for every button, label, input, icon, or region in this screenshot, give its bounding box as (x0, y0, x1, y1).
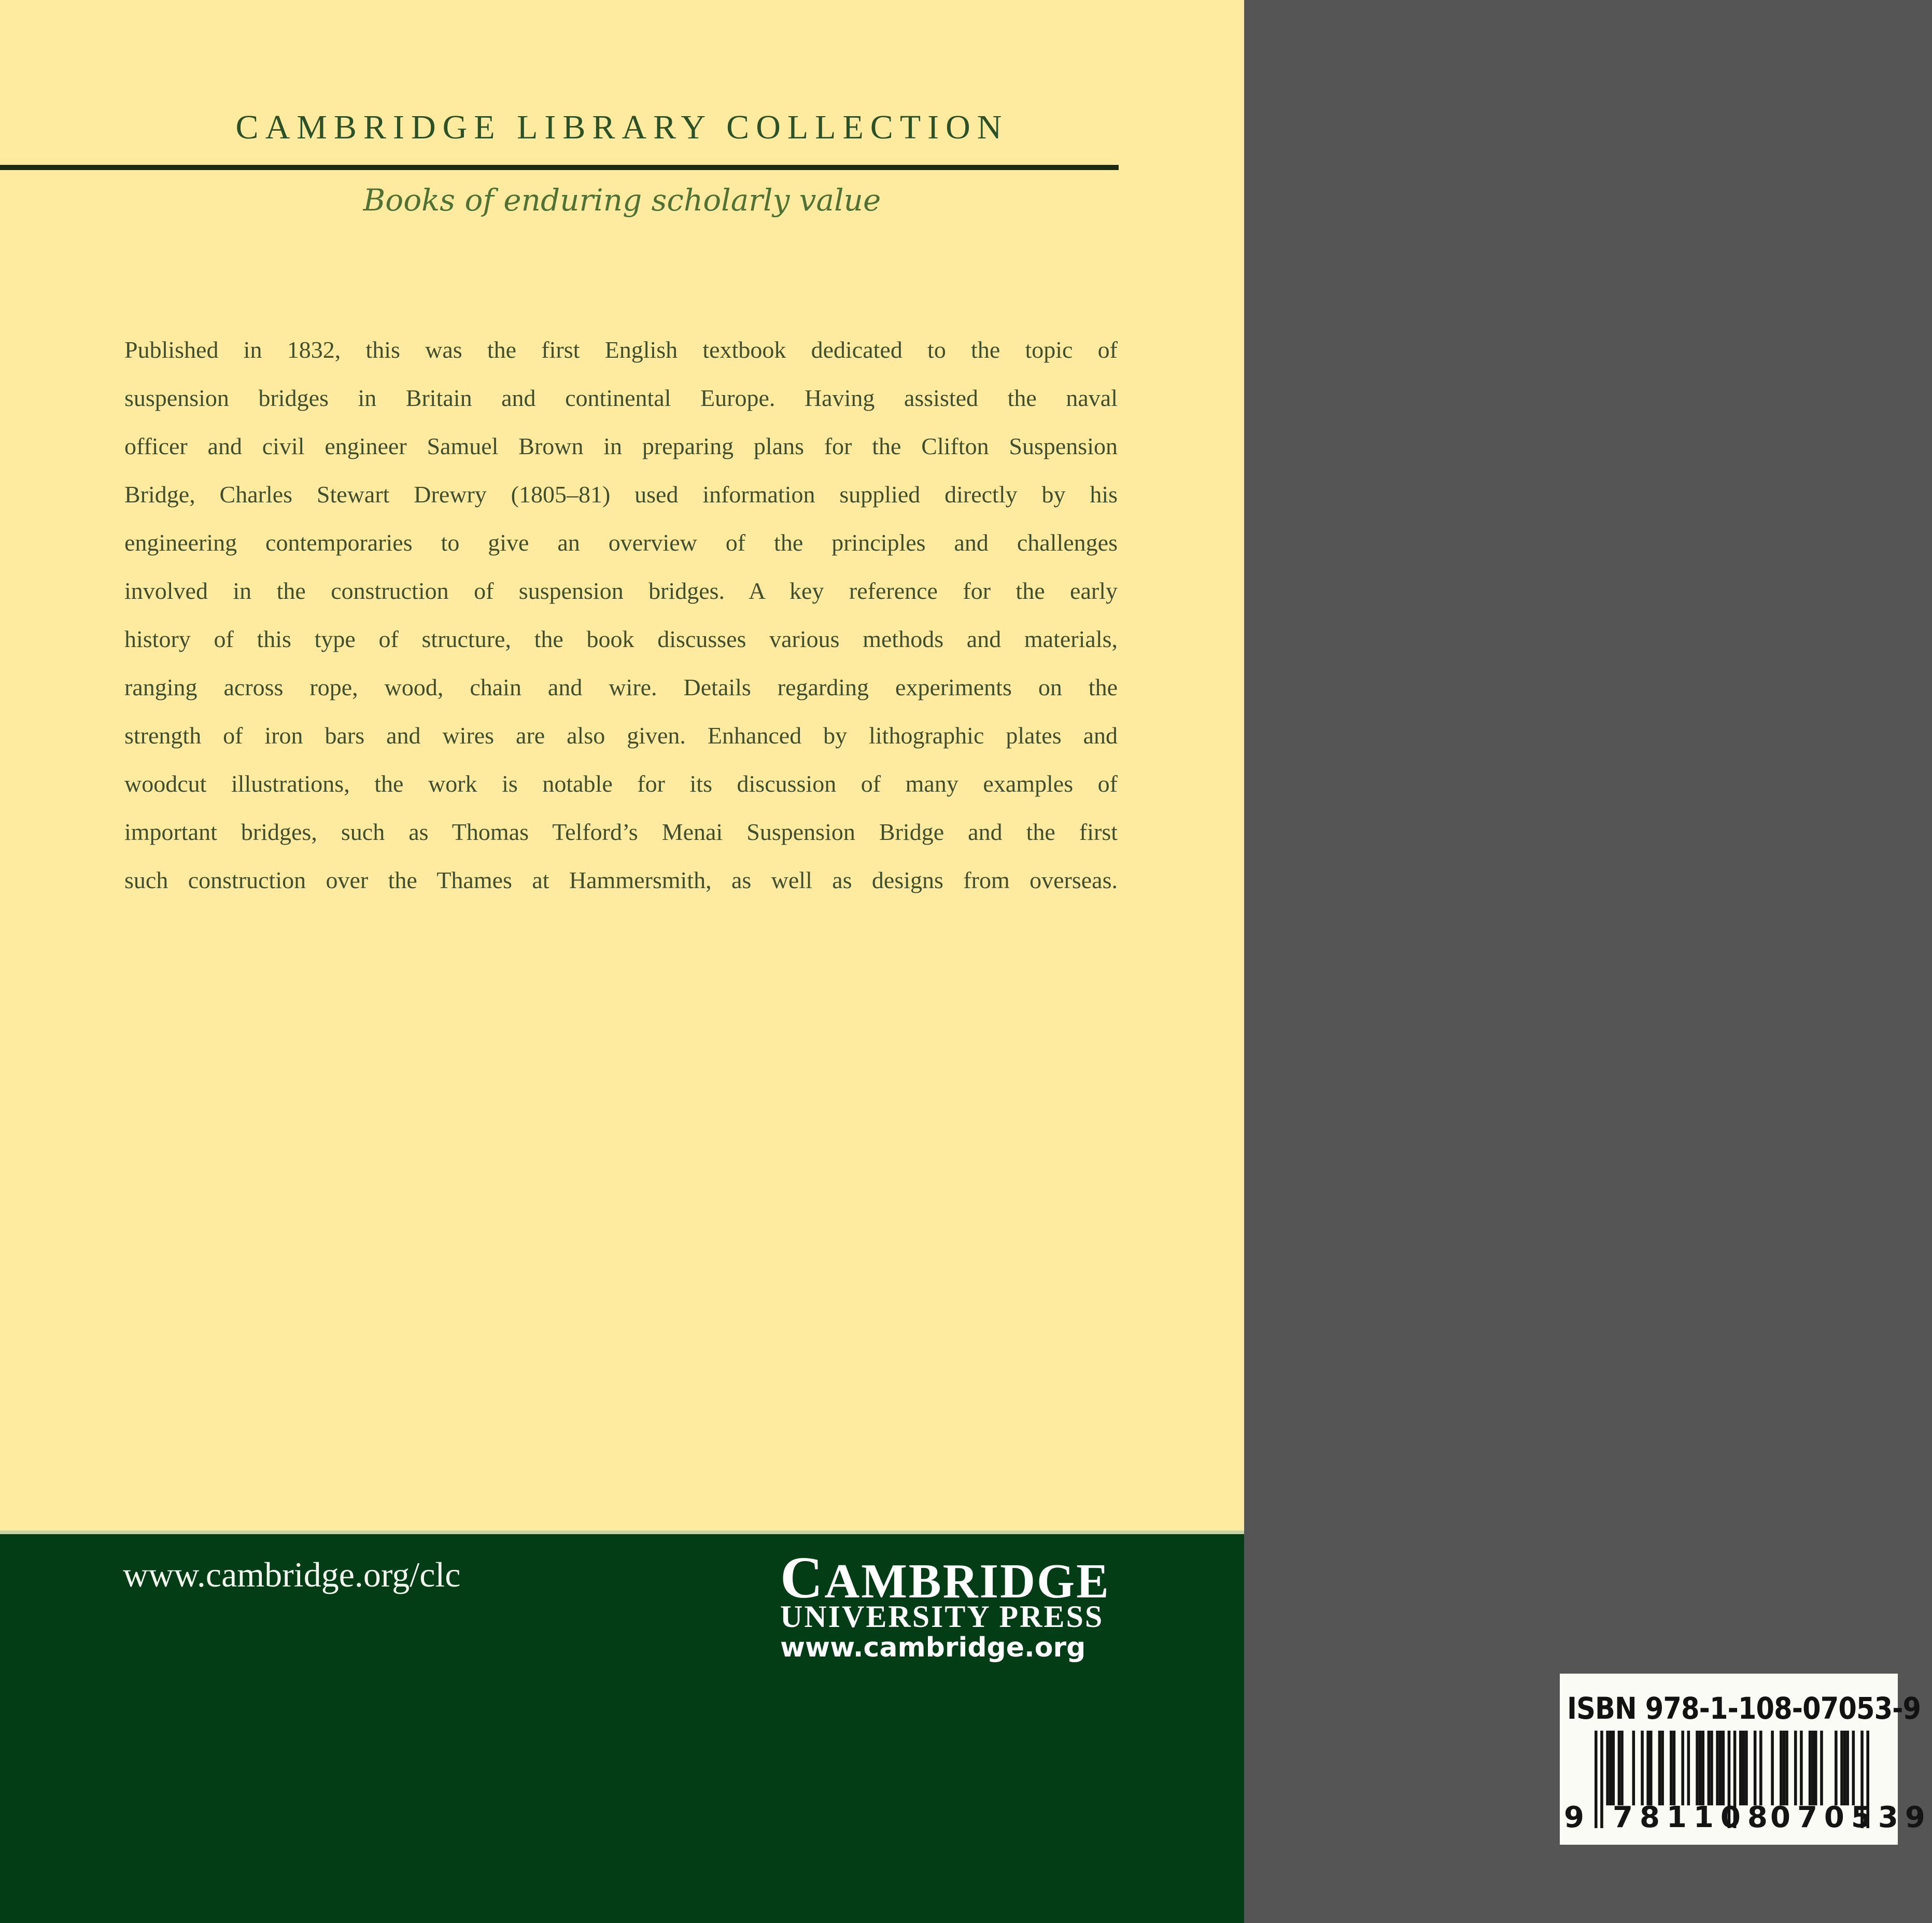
publisher-name-line2: UNIVERSITY PRESS (780, 1599, 1104, 1634)
publisher-name-initial: C (780, 1545, 825, 1610)
description-line: involved in the construction of suspension bridges. A key reference for the early (124, 578, 1118, 604)
description-line: officer and civil engineer Samuel Brown in preparing plans for the Clifton Suspension (124, 433, 1118, 459)
description-line: history of this type of structure, the book discusses various methods and materials, (124, 626, 1118, 652)
publisher-url: www.cambridge.org (780, 1632, 1086, 1663)
description-line: Bridge, Charles Stewart Drewry (1805–81) used information supplied directly by his (124, 481, 1118, 508)
description-line: strength of iron bars and wires are also given. Enhanced by lithographic plates and (124, 722, 1118, 749)
isbn-barcode-box (1560, 1674, 1932, 1845)
isbn-label: ISBN 978-1-108-07053-9 (1567, 1691, 1921, 1726)
collection-url: www.cambridge.org/clc (123, 1555, 461, 1594)
description-line: such construction over the Thames at Hammersmith, as well as designs from overseas. (124, 867, 1118, 893)
barcode-digit-leading: 9 (1564, 1801, 1584, 1834)
header-rule (0, 165, 1119, 170)
book-description (124, 326, 1118, 904)
description-line: engineering contemporaries to give an overview of the principles and challenges (124, 529, 1118, 556)
band-top-edge (0, 1531, 1244, 1534)
description-line: suspension bridges in Britain and continental Europe. Having assisted the naval (124, 385, 1118, 411)
collection-title: CAMBRIDGE LIBRARY COLLECTION (235, 108, 1009, 146)
publisher-name-rest: AMBRIDGE (824, 1554, 1110, 1608)
barcode-digit-group1: 781108 (1613, 1801, 1774, 1834)
description-line: ranging across rope, wood, chain and wire. Details regarding experiments on the (124, 674, 1118, 700)
publisher-name (780, 1545, 1110, 1610)
description-line: woodcut illustrations, the work is notable for its discussion of many examples of (124, 770, 1118, 797)
description-line: Published in 1832, this was the first English textbook dedicated to the topic of (124, 336, 1118, 363)
collection-tagline: Books of enduring scholarly value (363, 183, 881, 218)
footer-band (0, 1531, 1932, 1923)
description-line: important bridges, such as Thomas Telford’s Menai Suspension Bridge and the first (124, 819, 1118, 845)
barcode-digit-group2: 070539 (1770, 1801, 1932, 1834)
